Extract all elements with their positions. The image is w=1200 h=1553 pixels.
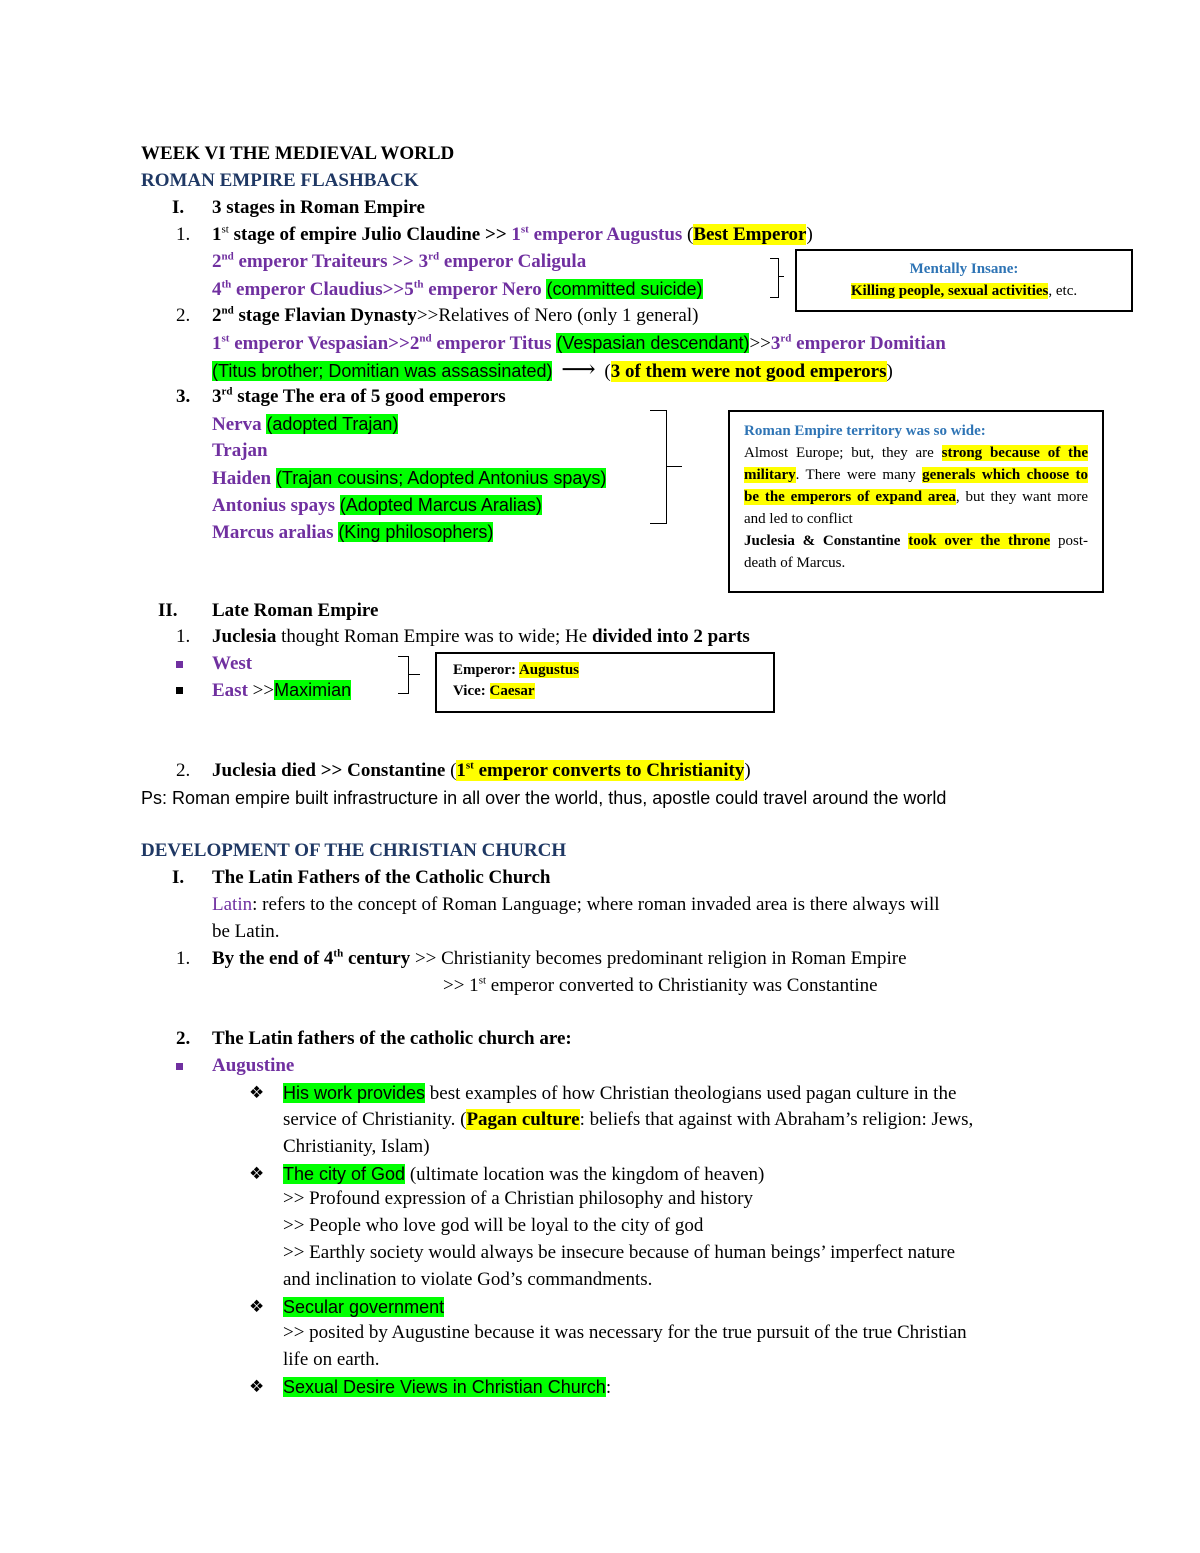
text: ( — [445, 760, 457, 781]
augustine-item: Augustine — [212, 1055, 295, 1076]
text: ) — [806, 224, 813, 245]
text: >> 1 — [443, 975, 479, 996]
bracket — [398, 656, 409, 694]
text: 3 — [212, 386, 222, 407]
sup: nd — [221, 304, 234, 317]
latin-line-2: be Latin. — [212, 921, 280, 942]
work-line-2 — [283, 1107, 973, 1133]
emperor-name: Nerva — [212, 414, 262, 435]
text: ) — [744, 760, 751, 781]
callout-body — [744, 442, 1088, 574]
emperor-name: Trajan — [212, 440, 268, 461]
text: thought Roman Empire was to wide; He — [276, 626, 592, 647]
secular-line — [283, 1294, 444, 1321]
text: emperor Titus — [431, 333, 552, 354]
highlight: Best Emperor — [693, 224, 807, 245]
list-num: 2. — [176, 305, 191, 326]
text: : refers to the concept of Roman Language; where roman invaded area is there always will — [252, 894, 940, 915]
list-num: 1. — [176, 948, 191, 969]
page-title: WEEK VI THE MEDIEVAL WORLD — [141, 143, 455, 164]
emperor-name: Marcus aralias — [212, 522, 334, 543]
list-item-heading: The Latin Fathers of the Catholic Church — [212, 867, 551, 888]
text: Almost Europe; but, they are — [744, 445, 942, 461]
church-line-1b — [443, 973, 878, 999]
text: 3 — [770, 333, 781, 354]
stage-2-line — [212, 303, 698, 329]
sup: st — [221, 332, 230, 345]
section-heading-church: DEVELOPMENT OF THE CHRISTIAN CHURCH — [141, 840, 567, 861]
text: , but they want more and led to conflict — [744, 489, 1088, 527]
sup: th — [413, 278, 424, 291]
callout-emperor — [435, 652, 775, 713]
text: By the end of 4 — [212, 948, 334, 969]
square-bullet-icon — [176, 661, 183, 668]
text: Vice: — [453, 683, 490, 699]
highlight: Secular government — [283, 1297, 445, 1317]
highlight: Caesar — [489, 683, 535, 699]
text: >> — [749, 333, 771, 354]
text: emperor Claudius>>5 — [231, 279, 414, 300]
diamond-bullet-icon: ❖ — [249, 1377, 265, 1397]
list-num: I. — [172, 197, 185, 218]
text: ( — [604, 361, 611, 382]
list-num: 2. — [176, 1028, 191, 1049]
highlight: Augustus — [518, 662, 579, 678]
ps-note: Ps: Roman empire built infrastructure in all over the world, thus, apostle could travel around the world — [141, 788, 947, 808]
sup: rd — [780, 332, 792, 345]
diamond-bullet-icon: ❖ — [249, 1083, 265, 1103]
bracket-tip — [666, 466, 682, 467]
stage-3-line — [212, 384, 506, 410]
sexual-line — [283, 1374, 611, 1401]
sup: nd — [221, 250, 234, 263]
text: 1 — [212, 333, 222, 354]
highlight: took over the throne — [908, 533, 1051, 549]
sup: rd — [428, 250, 440, 263]
text: divided into 2 parts — [591, 626, 750, 647]
highlight: Pagan culture — [466, 1109, 580, 1130]
good-emperor — [212, 411, 398, 438]
late-line-2 — [212, 758, 751, 784]
text: emperor Traiteurs >> — [233, 251, 419, 272]
text: best examples of how Christian theologians used pagan culture in the — [425, 1083, 957, 1104]
highlight: (Vespasian descendant) — [556, 333, 750, 353]
highlight: His work provides — [283, 1083, 426, 1103]
text: Latin — [212, 894, 253, 915]
highlight: (Adopted Marcus Aralias) — [339, 495, 542, 515]
highlight: 3 of them were not good emperors — [610, 361, 887, 382]
list-item-heading: The Latin fathers of the catholic church are: — [212, 1028, 572, 1049]
emperor-name: Haiden — [212, 468, 272, 489]
callout-insane — [795, 249, 1133, 312]
list-num: 3. — [176, 386, 191, 407]
bullet — [176, 651, 183, 677]
work-line-3: Christianity, Islam) — [283, 1136, 430, 1157]
sup: st — [478, 974, 487, 987]
highlight: (King philosophers) — [338, 522, 494, 542]
text: 2 — [212, 305, 222, 326]
callout-territory — [728, 410, 1104, 593]
text: ( — [682, 224, 694, 245]
city-line — [283, 1161, 764, 1188]
text: Juclesia & Constantine — [744, 533, 901, 549]
stage-1-line — [212, 222, 813, 248]
highlight: (committed suicide) — [546, 279, 703, 299]
text: emperor Caligula — [439, 251, 587, 272]
city-line-5: and inclination to violate God’s commandments. — [283, 1269, 653, 1290]
bracket — [650, 410, 667, 524]
late-line-1 — [212, 624, 750, 650]
secular-line-3: life on earth. — [283, 1349, 380, 1370]
text: 4 — [212, 279, 222, 300]
church-line-1 — [212, 946, 907, 972]
sup: st — [221, 223, 229, 236]
emperor-name: Antonius spays — [212, 495, 336, 516]
highlight: (adopted Trajan) — [266, 414, 399, 434]
city-line-2: >> Profound expression of a Christian philosophy and history — [283, 1188, 753, 1209]
text: (ultimate location was the kingdom of heaven) — [405, 1164, 765, 1185]
text: 1 — [511, 224, 521, 245]
highlight: Sexual Desire Views in Christian Church — [283, 1377, 606, 1397]
text: Juclesia died >> Constantine — [212, 760, 446, 781]
highlight: (Trajan cousins; Adopted Antonius spays) — [275, 468, 607, 488]
text: Emperor: — [453, 662, 519, 678]
text: ) — [886, 361, 893, 382]
good-emperor — [212, 519, 493, 546]
highlight: The city of God — [283, 1164, 406, 1184]
text: service of Christianity. ( — [283, 1109, 467, 1130]
sup: rd — [221, 385, 233, 398]
text: >> — [247, 680, 275, 701]
callout-title: Roman Empire territory was so wide: — [744, 423, 986, 439]
text: emperor Vespasian>>2 — [229, 333, 420, 354]
list-num: 2. — [176, 760, 191, 781]
bullet — [176, 677, 183, 703]
text: stage The era of 5 good emperors — [232, 386, 506, 407]
good-emperor — [212, 465, 606, 492]
callout-line — [453, 660, 757, 681]
text: , etc. — [1048, 283, 1078, 299]
city-line-4: >> Earthly society would always be insecure because of human beings’ imperfect nature — [283, 1242, 956, 1263]
stage-2-line-2 — [212, 330, 946, 357]
text: century — [343, 948, 411, 969]
bracket-tip — [778, 276, 784, 277]
text: Juclesia — [212, 626, 277, 647]
text: 1 — [212, 224, 222, 245]
text: : beliefs that against with Abraham’s religion: Jews, — [579, 1109, 974, 1130]
highlight: strong because of the military — [744, 445, 1088, 483]
callout-line — [453, 681, 757, 702]
bracket — [770, 258, 779, 298]
good-emperor — [212, 492, 542, 519]
text: 2 — [212, 251, 222, 272]
highlight: Maximian — [274, 680, 352, 700]
west-item: West — [212, 653, 253, 674]
text: stage of empire Julio Claudine >> — [228, 224, 512, 245]
stage-2-line-3 — [212, 357, 893, 385]
work-line — [283, 1080, 956, 1107]
highlight: (Titus brother; Domitian was assassinated) — [212, 361, 553, 381]
bracket-tip — [408, 674, 420, 675]
list-num: 1. — [176, 224, 191, 245]
text: post-death of Marcus. — [744, 533, 1089, 571]
text: emperor Domitian — [791, 333, 946, 354]
diamond-bullet-icon: ❖ — [249, 1164, 265, 1184]
sup: st — [520, 223, 529, 236]
list-num: 1. — [176, 626, 191, 647]
list-num: II. — [158, 600, 178, 621]
text: emperor converted to Christianity was Constantine — [486, 975, 878, 996]
good-emperor — [212, 438, 268, 464]
highlight: 1st emperor converts to Christianity — [456, 759, 745, 781]
square-bullet-icon — [176, 1063, 183, 1070]
sup: nd — [419, 332, 432, 345]
sup: th — [333, 947, 344, 960]
bullet — [176, 1053, 183, 1079]
list-item-heading: 3 stages in Roman Empire — [212, 197, 425, 218]
text: 3 — [418, 251, 429, 272]
text: emperor Nero — [423, 279, 542, 300]
sup: th — [221, 278, 232, 291]
list-num: I. — [172, 867, 185, 888]
diamond-bullet-icon: ❖ — [249, 1297, 265, 1317]
arrow-icon: ⟶ — [561, 357, 596, 383]
text: . There were many — [795, 467, 923, 483]
east-item — [212, 677, 351, 704]
stage-1-line-2 — [212, 249, 586, 275]
text: >> Christianity becomes predominant religion in Roman Empire — [410, 948, 907, 969]
square-bullet-icon — [176, 687, 183, 694]
text: >>Relatives of Nero (only 1 general) — [416, 305, 699, 326]
callout-title: Mentally Insane: — [909, 261, 1019, 277]
text: East — [212, 680, 248, 701]
highlight: Killing people, sexual activities — [850, 283, 1049, 299]
highlight: generals which choose to be the emperors of expand area — [744, 467, 1089, 505]
text: stage Flavian Dynasty — [233, 305, 417, 326]
latin-line — [212, 892, 940, 918]
text: emperor Augustus — [528, 224, 683, 245]
stage-1-line-3 — [212, 276, 703, 303]
city-line-3: >> People who love god will be loyal to the city of god — [283, 1215, 704, 1236]
list-item-heading: Late Roman Empire — [212, 600, 379, 621]
section-heading-roman: ROMAN EMPIRE FLASHBACK — [141, 170, 419, 191]
secular-line-2: >> posited by Augustine because it was necessary for the true pursuit of the true Christian — [283, 1322, 967, 1343]
text: : — [605, 1377, 612, 1398]
